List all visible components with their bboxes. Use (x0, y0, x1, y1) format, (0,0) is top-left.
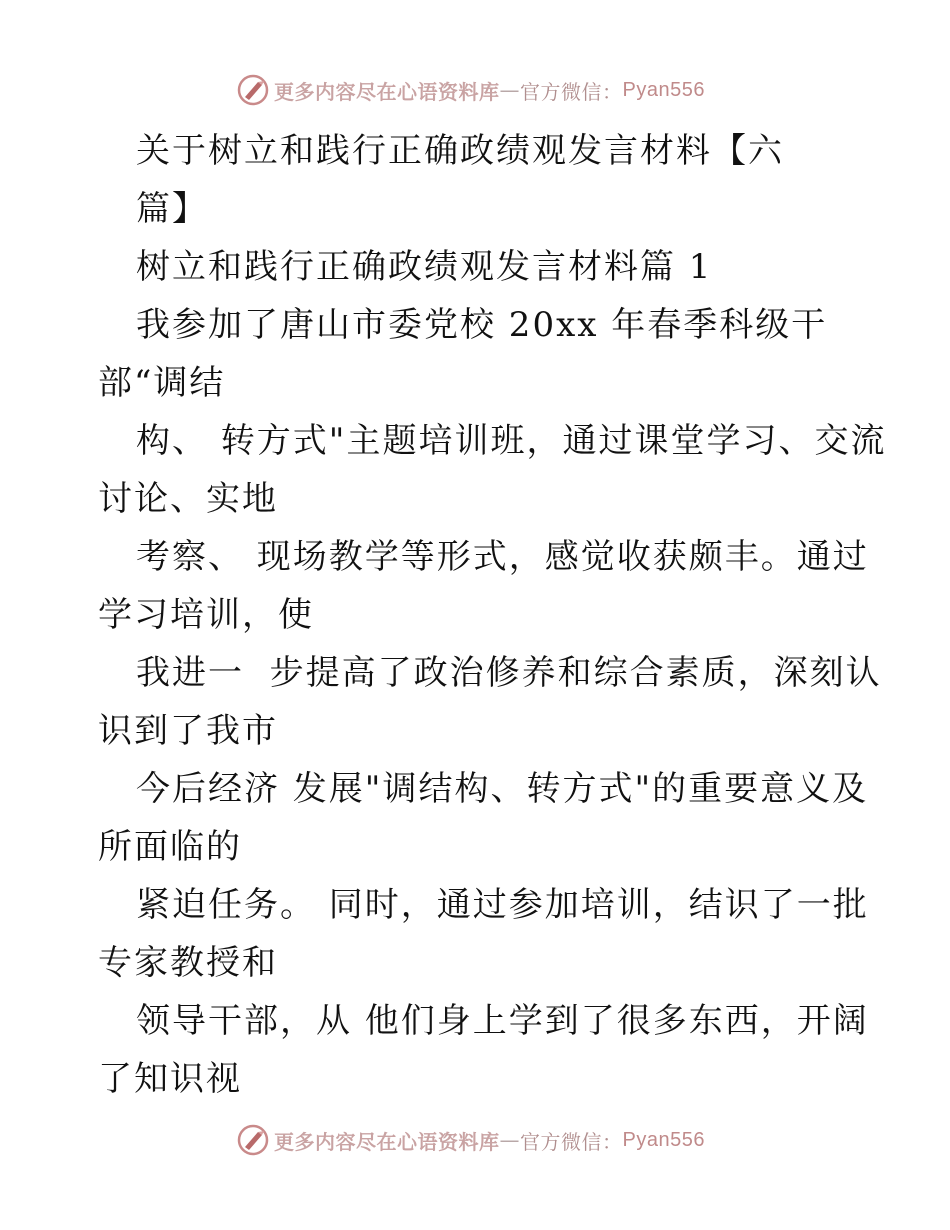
watermark-separator: — (499, 1128, 520, 1152)
text-line: 树立和践行正确政绩观发言材料篇 1 (136, 247, 713, 287)
logo-icon (236, 73, 270, 107)
text-line: 学习培训，使 (98, 595, 314, 635)
watermark-sub-text: 官方微信： (520, 1129, 623, 1154)
text-line: 专家教授和 (98, 943, 278, 983)
logo-icon (236, 1123, 270, 1157)
header-watermark (236, 72, 705, 108)
text-line: 所面临的 (98, 827, 242, 867)
text-line: 了知识视 (98, 1059, 242, 1099)
text-line: 今后经济 发展"调结构、转方式"的重要意义及 (136, 769, 869, 809)
text-line: 紧迫任务。 同时，通过参加培训，结识了一批 (136, 885, 869, 925)
text-line: 考察、 现场教学等形式，感觉收获颇丰。通过 (136, 537, 869, 577)
text-line: 我进一 步提高了政治修养和综合素质，深刻认 (136, 653, 882, 693)
footer-watermark (236, 1122, 705, 1158)
text-line: 部“调结 (98, 363, 226, 403)
text-line: 构、 转方式"主题培训班，通过课堂学习、交流 (136, 421, 887, 461)
watermark-wechat-id: Pyan556 (622, 1128, 705, 1151)
document-body (98, 122, 887, 1108)
watermark-wechat-id: Pyan556 (622, 78, 705, 101)
watermark-sub-text: 官方微信： (520, 79, 623, 104)
text-line: 篇】 (136, 189, 208, 229)
watermark-main-text: 更多内容尽在心语资料库 (274, 79, 500, 104)
text-line: 讨论、实地 (98, 479, 278, 519)
watermark-main-text: 更多内容尽在心语资料库 (274, 1129, 500, 1154)
text-line: 领导干部，从 他们身上学到了很多东西，开阔 (136, 1001, 869, 1041)
text-line: 我参加了唐山市委党校 20xx 年春季科级干 (136, 305, 828, 345)
text-line: 识到了我市 (98, 711, 278, 751)
text-line: 关于树立和践行正确政绩观发言材料【六 (136, 131, 784, 171)
watermark-separator: — (499, 78, 520, 102)
